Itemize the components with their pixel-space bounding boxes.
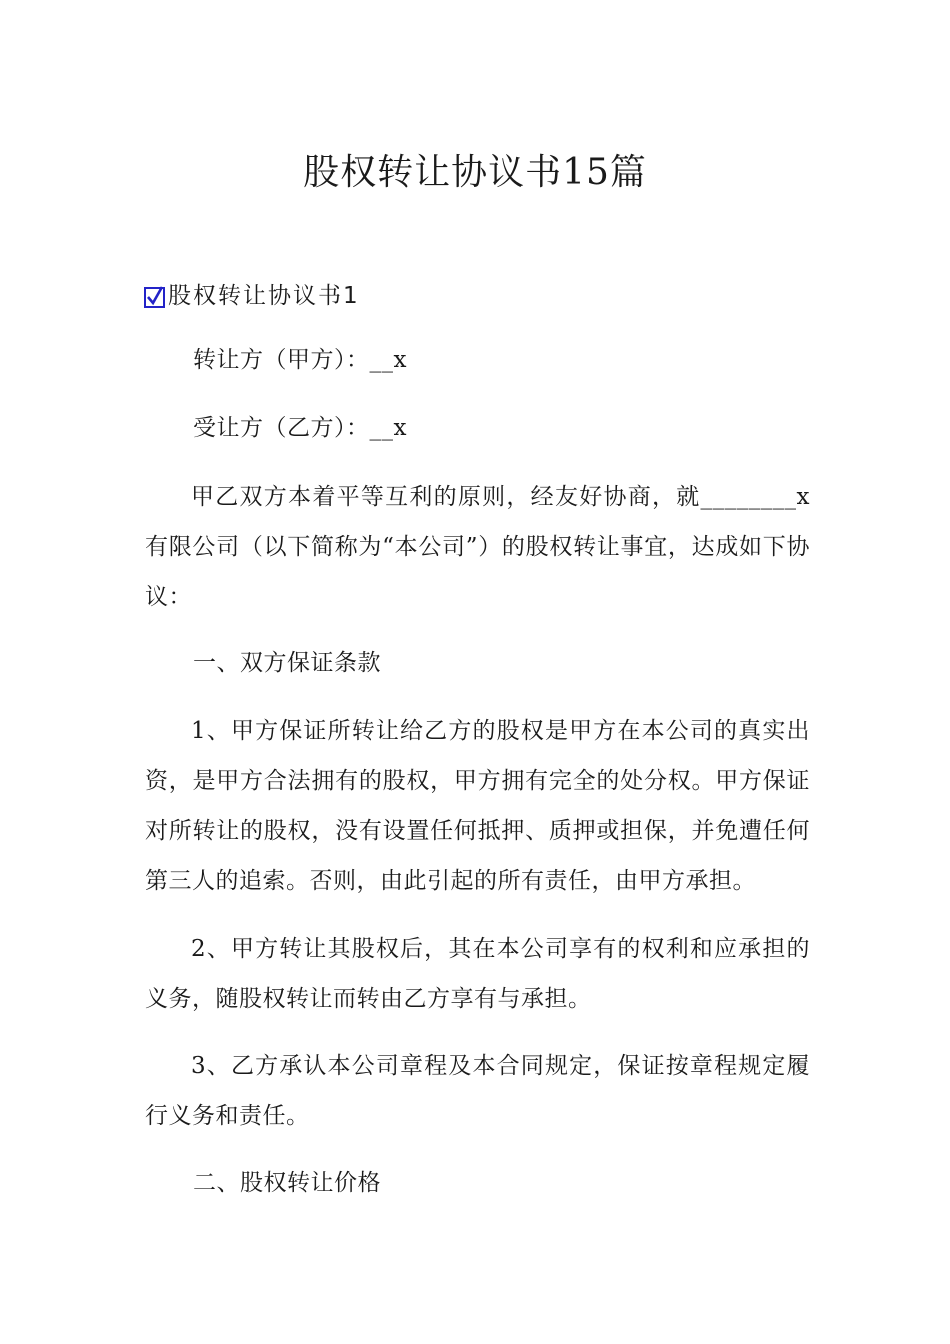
clause-1-paragraph: 1、甲方保证所转让给乙方的股权是甲方在本公司的真实出资，是甲方合法拥有的股权，甲方拥有完全的处分权。甲方保证对所转让的股权，没有设置任何抵押、质押或担保，并免遭任何第三人的追索。否则，由此引起的所有责任，由甲方承担。 xyxy=(145,718,810,894)
intro-paragraph: 甲乙双方本着平等互利的原则，经友好协商，就________x有限公司（以下简称为“本公司”）的股权转让事宜，达成如下协议： xyxy=(145,484,810,610)
heading-guarantee-clauses: 一、双方保证条款 xyxy=(193,650,381,676)
clause-2-paragraph: 2、甲方转让其股权后，其在本公司享有的权利和应承担的义务，随股权转让而转由乙方享有与承担。 xyxy=(145,936,810,1012)
document-title: 股权转让协议书15篇 xyxy=(303,152,647,193)
section-heading xyxy=(144,276,360,310)
section-heading-text: 股权转让协议书1 xyxy=(168,282,360,309)
heading-transfer-price: 二、股权转让价格 xyxy=(193,1170,381,1196)
checkbox-checked-icon xyxy=(144,287,165,308)
transferee-line: 受让方（乙方）：__x xyxy=(193,415,407,441)
transferor-line: 转让方（甲方）：__x xyxy=(193,347,407,373)
clause-3-paragraph: 3、乙方承认本公司章程及本合同规定，保证按章程规定履行义务和责任。 xyxy=(145,1053,810,1129)
